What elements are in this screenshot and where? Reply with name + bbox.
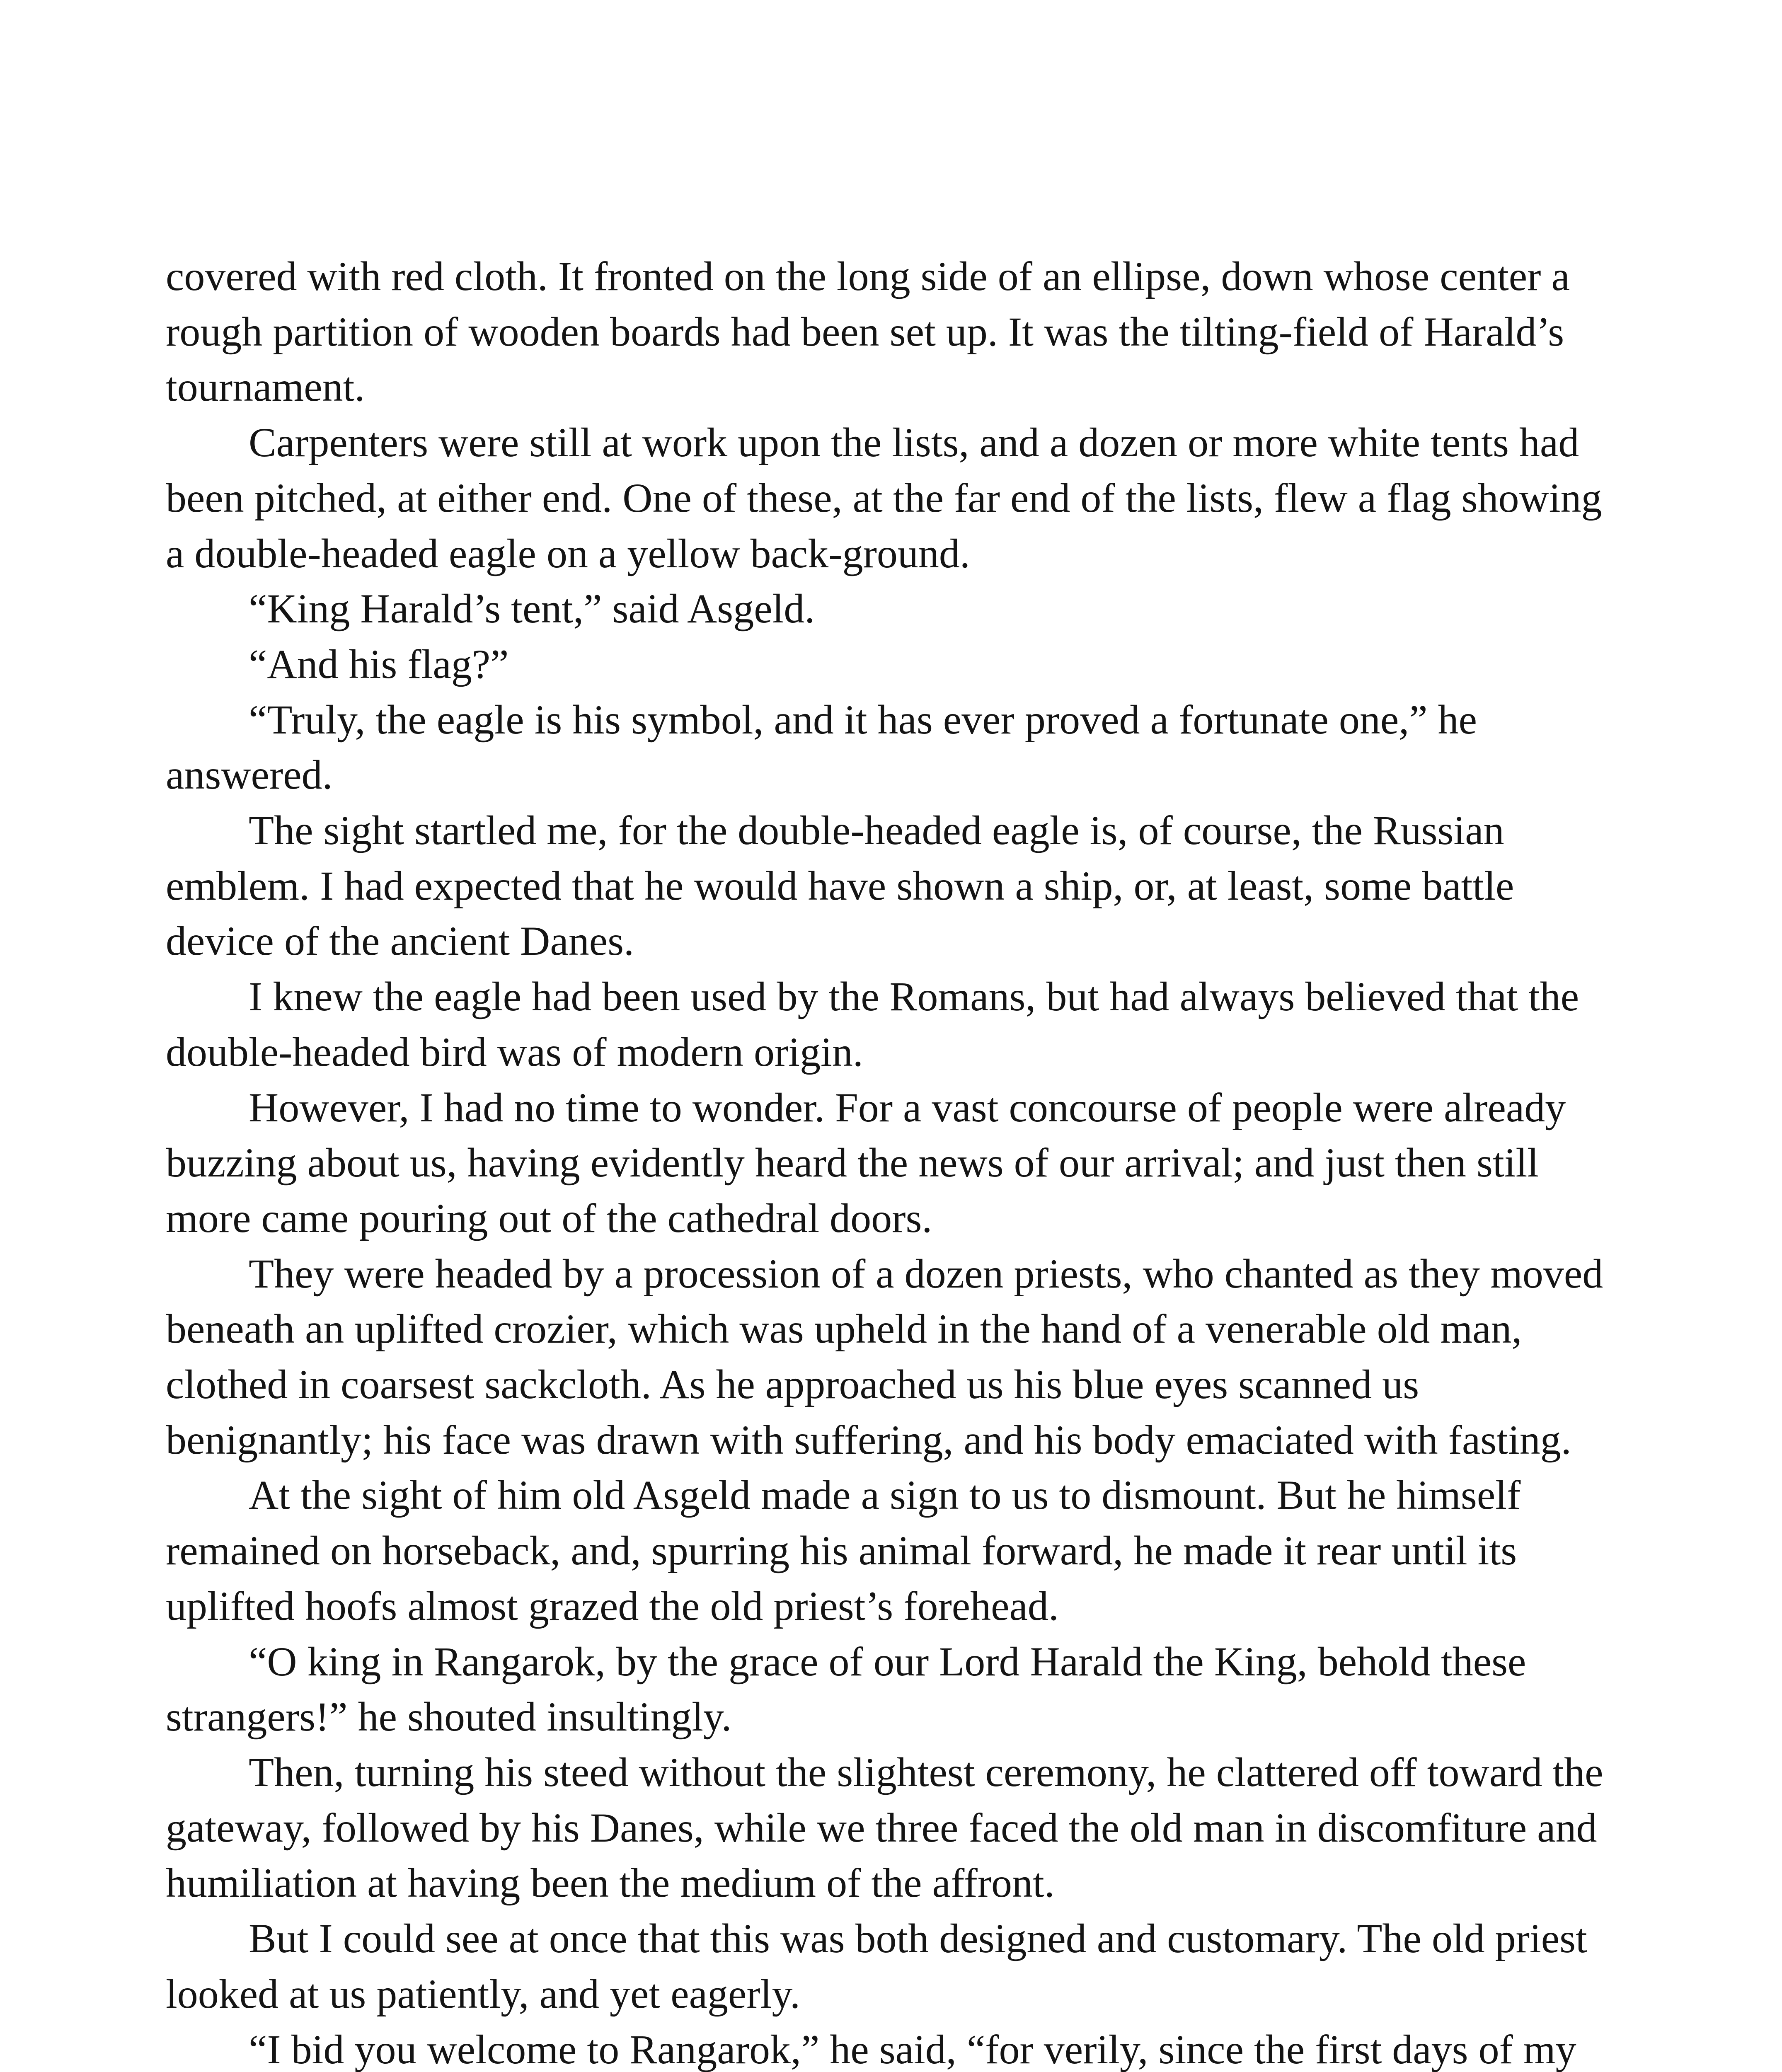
paragraph: The sight startled me, for the double-headed eagle is, of course, the Russian emblem. I had expected that he would have shown a ship, or, at least, some battle device of the ancient Danes. bbox=[166, 807, 1514, 964]
paragraph: But I could see at once that this was both designed and customary. The old priest looked at us patiently, and yet eagerly. bbox=[166, 1915, 1587, 2017]
paragraph: They were headed by a procession of a dozen priests, who chanted as they moved beneath an uplifted crozier, which was upheld in the hand of a venerable old man, clothed in coarsest sackcloth. As he approached us his blue eyes scanned us benignantly; his face was drawn with suffering, and his body emaciated with fasting. bbox=[166, 1250, 1603, 1463]
paragraph: “Truly, the eagle is his symbol, and it has ever proved a fortunate one,” he answered. bbox=[166, 696, 1477, 798]
paragraph: I knew the eagle had been used by the Romans, but had always believed that the double-headed bird was of modern origin. bbox=[166, 973, 1579, 1075]
paragraph: covered with red cloth. It fronted on the long side of an ellipse, down whose center a rough partition of wooden boards had been set up. It was the tilting-field of Harald’s tournament. bbox=[166, 253, 1570, 410]
paragraph: “And his flag?” bbox=[249, 641, 509, 687]
paragraph: Then, turning his steed without the slightest ceremony, he clattered off toward the gateway, followed by his Danes, while we three faced the old man in discomfiture and humiliation at having been the medium of the affront. bbox=[166, 1749, 1603, 1906]
paragraph: However, I had no time to wonder. For a vast concourse of people were already buzzing about us, having evidently heard the news of our arrival; and just then still more came pouring out of the cathedral doors. bbox=[166, 1084, 1566, 1241]
paragraph: “I bid you welcome to Rangarok,” he said, “for verily, since the first days of my bbox=[249, 2026, 1576, 2072]
paragraph: “O king in Rangarok, by the grace of our Lord Harald the King, behold these strangers!” he shouted insultingly. bbox=[166, 1638, 1526, 1740]
paragraph: At the sight of him old Asgeld made a sign to us to dismount. But he himself remained on horseback, and, spurring his animal forward, he made it rear until its uplifted hoofs almost grazed the old priest’s forehead. bbox=[166, 1472, 1521, 1629]
paragraph: “King Harald’s tent,” said Asgeld. bbox=[249, 586, 815, 632]
body-text bbox=[166, 249, 1625, 2072]
paragraph: Carpenters were still at work upon the lists, and a dozen or more white tents had been pitched, at either end. One of these, at the far end of the lists, flew a flag showing a double-headed eagle on a yellow back-ground. bbox=[166, 419, 1602, 576]
